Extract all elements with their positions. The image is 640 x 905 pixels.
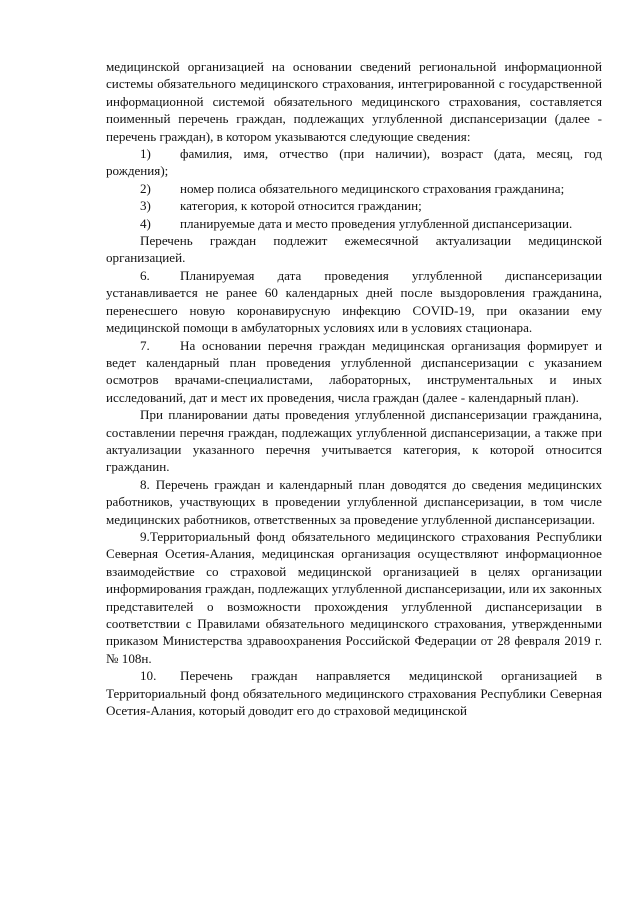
paragraph-planning: При планировании даты проведения углубленной диспансеризации гражданина, составлении перечня граждан, подлежащих углубленной диспансеризации, а также при актуализации указанного перечня учитывается категория, к которой относится гражданин. bbox=[106, 407, 602, 475]
list-item-number: 3) bbox=[140, 198, 151, 214]
list-item-text: фамилия, имя, отчество (при наличии), возраст (дата, месяц, год рождения); bbox=[106, 146, 602, 179]
document-page bbox=[106, 58, 602, 719]
list-item-1 bbox=[106, 145, 602, 180]
clause-number: 7. bbox=[140, 337, 150, 353]
list-item-4 bbox=[106, 215, 602, 232]
list-item-number: 1) bbox=[140, 146, 151, 162]
list-item-text: категория, к которой относится гражданин; bbox=[180, 198, 422, 214]
paragraph-actualization: Перечень граждан подлежит ежемесячной актуализации медицинской организацией. bbox=[106, 233, 602, 266]
paragraph-intro: медицинской организацией на основании сведений региональной информационной системы обязательного медицинского страхования, интегрированной с государственной информационной системой обязательного медицинского страхования, составляется поименный перечень граждан, подлежащих углубленной диспансеризации (далее - перечень граждан), в котором указываются следующие сведения: bbox=[106, 59, 602, 144]
clause-6 bbox=[106, 267, 602, 337]
list-item-3 bbox=[106, 197, 602, 214]
clause-text: Перечень граждан направляется медицинской организацией в Территориальный фонд обязательного медицинского страхования Республики Северная Осетия-Алания, который доводит его до страховой медицинской bbox=[106, 668, 602, 719]
clause-8: 8. Перечень граждан и календарный план доводятся до сведения медицинских работников, участвующих в проведении углубленной диспансеризации, в том числе медицинских работников, ответственных за проведение углубленной диспансеризации. bbox=[106, 476, 602, 527]
clause-number: 6. bbox=[140, 267, 150, 283]
clause-number: 10. bbox=[140, 668, 157, 684]
list-item-number: 2) bbox=[140, 180, 151, 196]
list-item-number: 4) bbox=[140, 215, 151, 231]
list-item-text: планируемые дата и место проведения углубленной диспансеризации. bbox=[180, 215, 573, 231]
clause-10 bbox=[106, 667, 602, 719]
list-item-text: номер полиса обязательного медицинского страхования гражданина; bbox=[180, 180, 565, 196]
clause-text: На основании перечня граждан медицинская организация формирует и ведет календарный план проведения углубленной диспансеризации с указанием осмотров врачами-специалистами, лабораторных, инструментальных и иных исследований, дат и мест их проведения, числа граждан (далее - календарный план). bbox=[106, 337, 602, 405]
clause-text: Планируемая дата проведения углубленной диспансеризации устанавливается не ранее 60 календарных дней после выздоровления гражданина, перенесшего новую коронавирусную инфекцию COVID-19, при оказании ему медицинской помощи в амбулаторных условиях или в условиях стационара. bbox=[106, 267, 602, 336]
clause-9: 9.Территориальный фонд обязательного медицинского страхования Республики Северная Осетия-Алания, медицинская организация осуществляют информационное взаимодействие со страховой медицинской организацией в целях организации информирования граждан, подлежащих углубленной диспансеризации, или их законных представителей о возможности прохождения углубленной диспансеризации в соответствии с Правилами обязательного медицинского страхования, утвержденными приказом Министерства здравоохранения Российской Федерации от 28 февраля 2019 г. № 108н. bbox=[106, 528, 602, 666]
list-item-2 bbox=[106, 180, 602, 197]
clause-7 bbox=[106, 337, 602, 407]
